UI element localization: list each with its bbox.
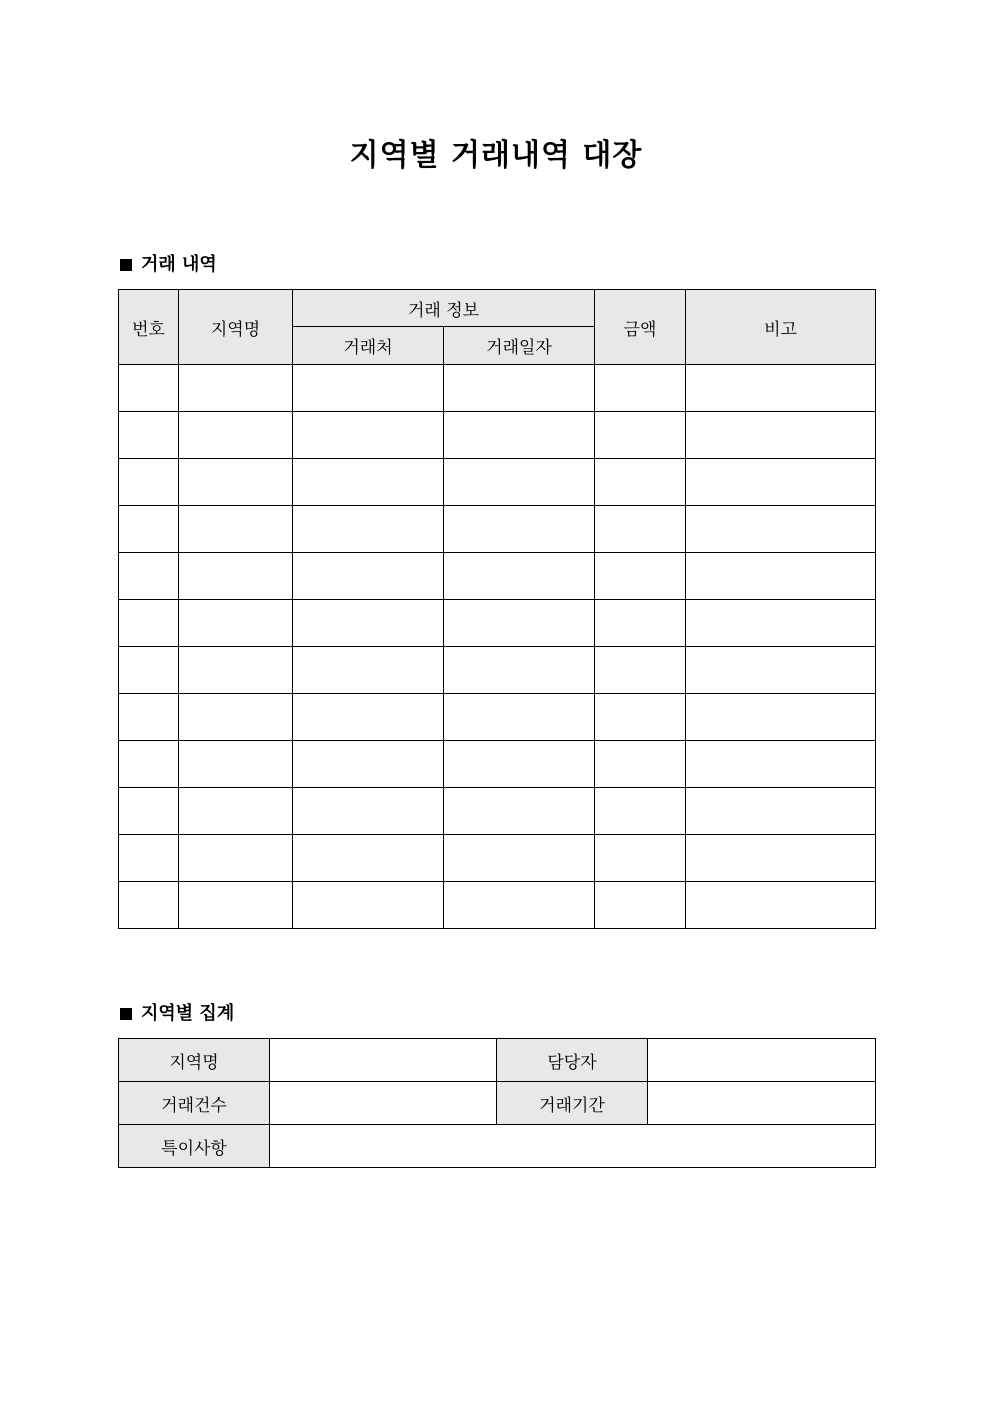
table-row	[119, 553, 876, 600]
square-bullet-icon	[120, 259, 132, 271]
cell-remarks[interactable]	[686, 365, 876, 412]
table-row	[119, 647, 876, 694]
summary-label-notes: 특이사항	[119, 1125, 270, 1168]
cell-partner[interactable]	[293, 553, 444, 600]
summary-table	[118, 1038, 876, 1168]
cell-region[interactable]	[179, 647, 293, 694]
cell-number[interactable]	[119, 365, 179, 412]
cell-amount[interactable]	[595, 788, 686, 835]
col-header-trade-info: 거래 정보	[293, 290, 595, 327]
transactions-heading-label: 거래 내역	[141, 254, 217, 275]
cell-trade-date[interactable]	[444, 365, 595, 412]
cell-number[interactable]	[119, 600, 179, 647]
cell-region[interactable]	[179, 741, 293, 788]
cell-remarks[interactable]	[686, 459, 876, 506]
table-row	[119, 365, 876, 412]
transactions-table-body	[119, 365, 876, 929]
summary-label-trade-period: 거래기간	[497, 1082, 648, 1125]
summary-label-region: 지역명	[119, 1039, 270, 1082]
cell-number[interactable]	[119, 788, 179, 835]
cell-number[interactable]	[119, 647, 179, 694]
cell-amount[interactable]	[595, 694, 686, 741]
summary-label-trade-count: 거래건수	[119, 1082, 270, 1125]
table-row	[119, 459, 876, 506]
cell-region[interactable]	[179, 506, 293, 553]
cell-amount[interactable]	[595, 882, 686, 929]
cell-partner[interactable]	[293, 835, 444, 882]
cell-partner[interactable]	[293, 506, 444, 553]
cell-number[interactable]	[119, 835, 179, 882]
cell-trade-date[interactable]	[444, 741, 595, 788]
cell-partner[interactable]	[293, 788, 444, 835]
cell-region[interactable]	[179, 553, 293, 600]
cell-partner[interactable]	[293, 882, 444, 929]
transactions-table	[118, 289, 876, 929]
summary-value-notes[interactable]	[270, 1125, 876, 1168]
cell-amount[interactable]	[595, 553, 686, 600]
cell-trade-date[interactable]	[444, 694, 595, 741]
summary-section-heading	[119, 1001, 234, 1027]
cell-number[interactable]	[119, 694, 179, 741]
cell-trade-date[interactable]	[444, 600, 595, 647]
summary-value-region[interactable]	[270, 1039, 497, 1082]
cell-number[interactable]	[119, 882, 179, 929]
cell-remarks[interactable]	[686, 600, 876, 647]
table-row	[119, 835, 876, 882]
cell-region[interactable]	[179, 694, 293, 741]
cell-trade-date[interactable]	[444, 506, 595, 553]
cell-region[interactable]	[179, 788, 293, 835]
cell-number[interactable]	[119, 506, 179, 553]
cell-region[interactable]	[179, 600, 293, 647]
cell-remarks[interactable]	[686, 412, 876, 459]
table-row	[119, 600, 876, 647]
summary-heading-label: 지역별 집계	[141, 1003, 235, 1024]
cell-partner[interactable]	[293, 459, 444, 506]
cell-amount[interactable]	[595, 647, 686, 694]
cell-region[interactable]	[179, 459, 293, 506]
summary-value-manager[interactable]	[648, 1039, 876, 1082]
table-row	[119, 882, 876, 929]
cell-partner[interactable]	[293, 647, 444, 694]
cell-remarks[interactable]	[686, 835, 876, 882]
cell-remarks[interactable]	[686, 647, 876, 694]
cell-trade-date[interactable]	[444, 788, 595, 835]
cell-trade-date[interactable]	[444, 647, 595, 694]
cell-amount[interactable]	[595, 600, 686, 647]
table-row	[119, 412, 876, 459]
col-header-partner: 거래처	[293, 327, 444, 365]
cell-number[interactable]	[119, 741, 179, 788]
cell-amount[interactable]	[595, 506, 686, 553]
square-bullet-icon	[120, 1008, 132, 1020]
summary-value-trade-count[interactable]	[270, 1082, 497, 1125]
cell-amount[interactable]	[595, 365, 686, 412]
cell-amount[interactable]	[595, 412, 686, 459]
cell-trade-date[interactable]	[444, 412, 595, 459]
cell-region[interactable]	[179, 365, 293, 412]
col-header-remarks: 비고	[686, 290, 876, 365]
cell-remarks[interactable]	[686, 694, 876, 741]
transactions-section-heading	[119, 252, 217, 278]
cell-remarks[interactable]	[686, 882, 876, 929]
cell-trade-date[interactable]	[444, 459, 595, 506]
col-header-number: 번호	[119, 290, 179, 365]
cell-remarks[interactable]	[686, 788, 876, 835]
col-header-amount: 금액	[595, 290, 686, 365]
cell-region[interactable]	[179, 882, 293, 929]
cell-number[interactable]	[119, 412, 179, 459]
cell-trade-date[interactable]	[444, 835, 595, 882]
cell-number[interactable]	[119, 553, 179, 600]
cell-remarks[interactable]	[686, 553, 876, 600]
table-row	[119, 788, 876, 835]
col-header-region: 지역명	[179, 290, 293, 365]
cell-trade-date[interactable]	[444, 882, 595, 929]
cell-trade-date[interactable]	[444, 553, 595, 600]
cell-remarks[interactable]	[686, 506, 876, 553]
cell-partner[interactable]	[293, 694, 444, 741]
col-header-trade-date: 거래일자	[444, 327, 595, 365]
table-row	[119, 694, 876, 741]
cell-number[interactable]	[119, 459, 179, 506]
cell-region[interactable]	[179, 412, 293, 459]
cell-remarks[interactable]	[686, 741, 876, 788]
cell-partner[interactable]	[293, 600, 444, 647]
cell-amount[interactable]	[595, 741, 686, 788]
table-row	[119, 741, 876, 788]
summary-label-manager: 담당자	[497, 1039, 648, 1082]
cell-amount[interactable]	[595, 459, 686, 506]
cell-amount[interactable]	[595, 835, 686, 882]
cell-partner[interactable]	[293, 412, 444, 459]
document-title: 지역별 거래내역 대장	[349, 138, 643, 173]
cell-partner[interactable]	[293, 741, 444, 788]
cell-region[interactable]	[179, 835, 293, 882]
summary-value-trade-period[interactable]	[648, 1082, 876, 1125]
cell-partner[interactable]	[293, 365, 444, 412]
table-row	[119, 506, 876, 553]
